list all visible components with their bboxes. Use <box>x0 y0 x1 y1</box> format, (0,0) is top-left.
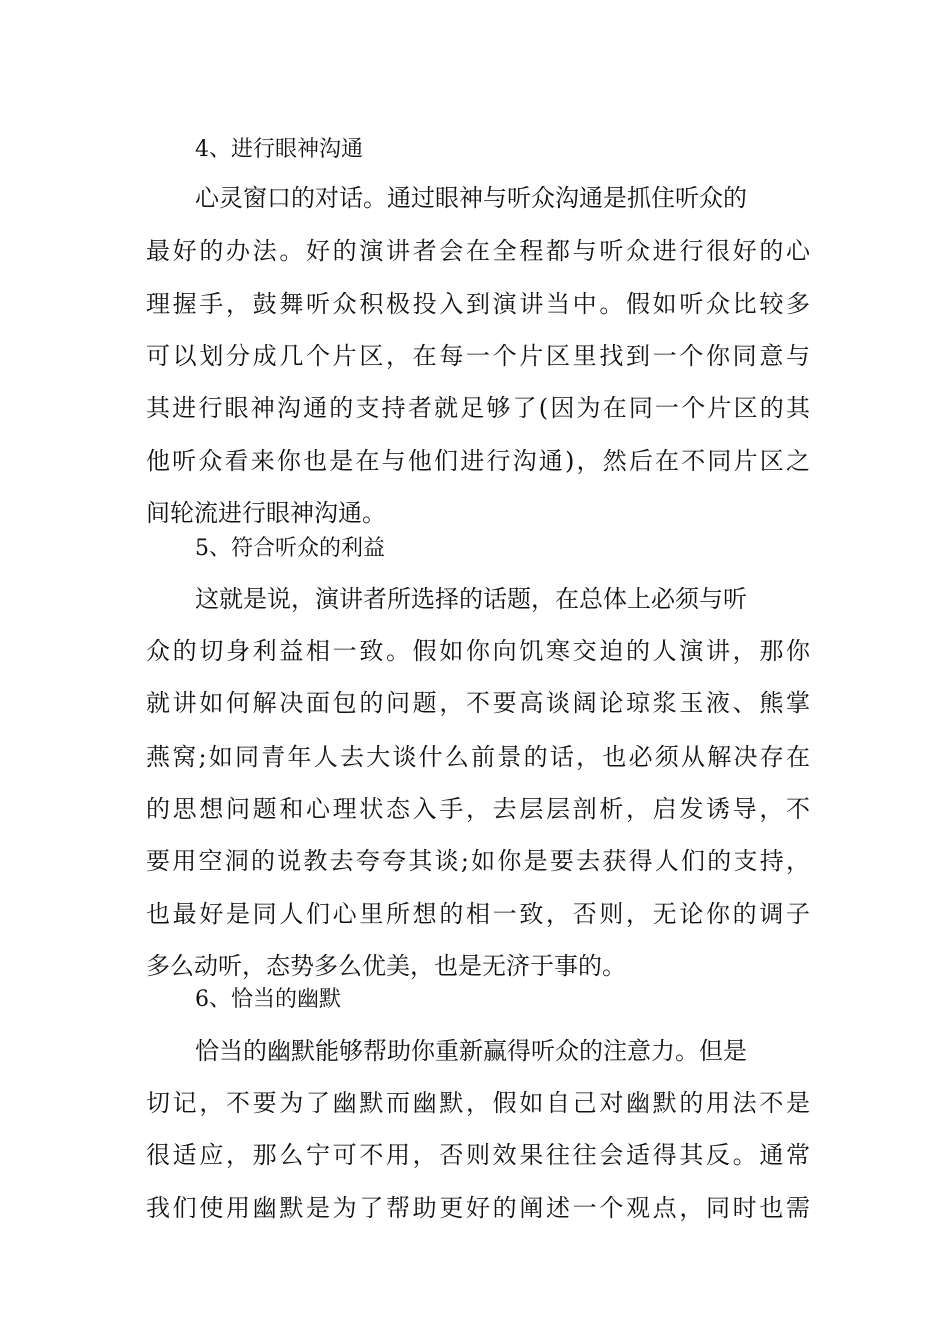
section-5-line-8: 多么动听，态势多么优美，也是无济于事的。 <box>146 952 626 980</box>
section-4-line-1: 心灵窗口的对话。通过眼神与听众沟通是抓住听众的 <box>195 184 747 212</box>
section-5-line-7: 也最好是同人们心里所想的相一致，否则，无论你的调子 <box>146 900 810 928</box>
section-6-line-3: 很适应，那么宁可不用，否则效果往往会适得其反。通常 <box>146 1141 810 1169</box>
section-5-line-2: 众的切身利益相一致。假如你向饥寒交迫的人演讲，那你 <box>146 637 810 665</box>
section-5-line-4: 燕窝;如同青年人去大谈什么前景的话，也必须从解决存在 <box>146 743 810 771</box>
section-4-line-5: 其进行眼神沟通的支持者就足够了(因为在同一个片区的其 <box>146 394 810 422</box>
section-5-heading: 5、符合听众的利益 <box>195 536 385 561</box>
section-6-line-2: 切记，不要为了幽默而幽默，假如自己对幽默的用法不是 <box>146 1089 810 1117</box>
section-4-line-4: 可以划分成几个片区，在每一个片区里找到一个你同意与 <box>146 342 810 370</box>
section-5-line-5: 的思想问题和心理状态入手，去层层剖析，启发诱导，不 <box>146 795 810 823</box>
section-6-line-1: 恰当的幽默能够帮助你重新赢得听众的注意力。但是 <box>195 1037 747 1065</box>
section-5-line-1: 这就是说，演讲者所选择的话题，在总体上必须与听 <box>195 585 747 613</box>
section-5-line-3: 就讲如何解决面包的问题，不要高谈阔论琼浆玉液、熊掌 <box>146 689 810 717</box>
section-4-line-3: 理握手，鼓舞听众积极投入到演讲当中。假如听众比较多 <box>146 290 810 318</box>
section-4-line-6: 他听众看来你也是在与他们进行沟通)，然后在不同片区之 <box>146 447 810 475</box>
section-6-heading: 6、恰当的幽默 <box>195 987 341 1012</box>
section-4-line-2: 最好的办法。好的演讲者会在全程都与听众进行很好的心 <box>146 237 810 265</box>
section-5-line-6: 要用空洞的说教去夸夸其谈;如你是要去获得人们的支持， <box>146 847 810 875</box>
section-4-line-7: 间轮流进行眼神沟通。 <box>146 499 386 527</box>
section-4-heading: 4、进行眼神沟通 <box>195 137 363 162</box>
section-6-line-4: 我们使用幽默是为了帮助更好的阐述一个观点，同时也需 <box>146 1194 810 1222</box>
